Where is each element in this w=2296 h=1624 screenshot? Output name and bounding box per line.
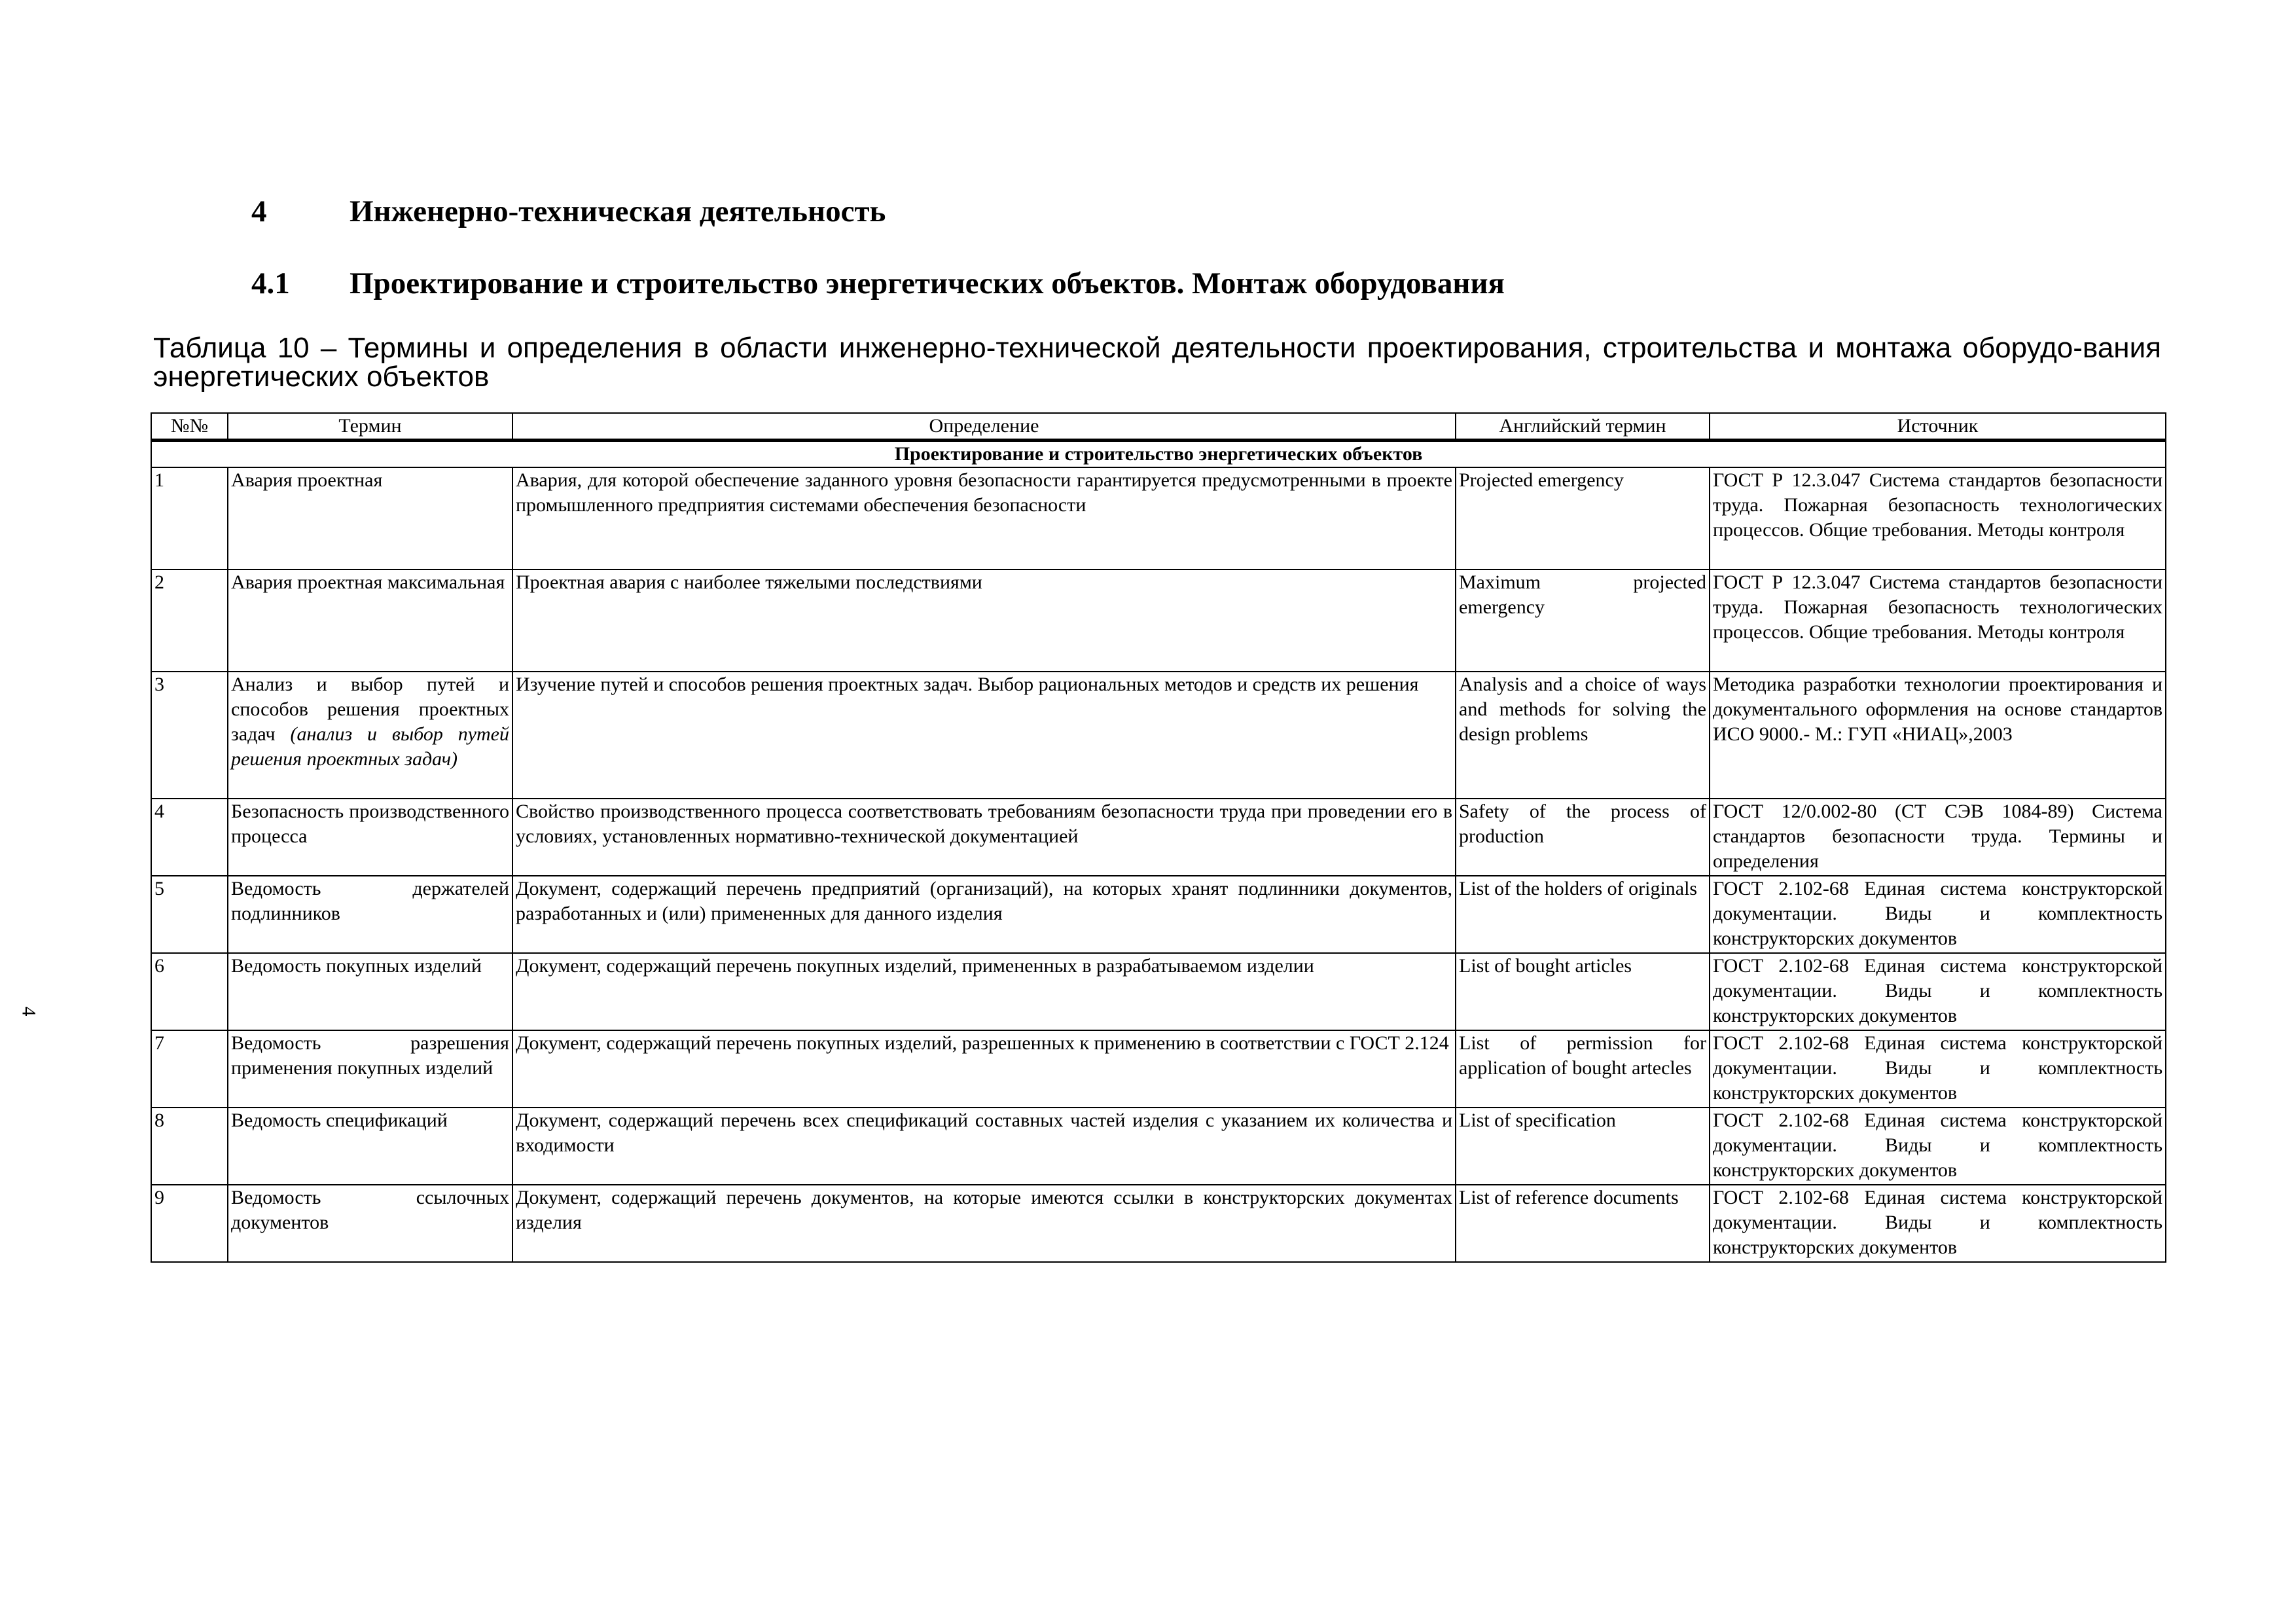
row-source: ГОСТ 2.102-68 Единая система конструкторской документации. Виды и комплектность конструкторских документов	[1710, 1030, 2166, 1108]
row-definition: Свойство производственного процесса соответствовать требованиям безопасности труда при проведении его в условиях, установленных нормативно-технической документацией	[512, 799, 1456, 876]
row-definition: Документ, содержащий перечень документов, на которые имеются ссылки в конструкторских документах изделия	[512, 1185, 1456, 1262]
table-row	[151, 876, 2166, 953]
table-row	[151, 799, 2166, 876]
section-row-title: Проектирование и строительство энергетических объектов	[151, 441, 2166, 468]
row-term: Ведомость спецификаций	[228, 1108, 512, 1185]
row-number: 2	[151, 569, 228, 672]
row-source: ГОСТ 2.102-68 Единая система конструкторской документации. Виды и комплектность конструкторских документов	[1710, 1108, 2166, 1185]
row-term: Ведомость разрешения применения покупных изделий	[228, 1030, 512, 1108]
subsection-title: Проектирование и строительство энергетических объектов. Монтаж оборудования	[350, 266, 1505, 300]
section-number: 4	[251, 194, 267, 228]
row-english-term: Maximum projected emergency	[1456, 569, 1710, 672]
header-number: №№	[151, 413, 228, 441]
row-number: 8	[151, 1108, 228, 1185]
row-definition: Документ, содержащий перечень предприятий (организаций), на которых хранят подлинники документов, разработанных и (или) примененных для данного изделия	[512, 876, 1456, 953]
table-section-row	[151, 441, 2166, 468]
row-english-term: List of bought articles	[1456, 953, 1710, 1030]
row-term: Ведомость покупных изделий	[228, 953, 512, 1030]
table-row	[151, 569, 2166, 672]
table-row	[151, 672, 2166, 799]
row-english-term: Analysis and a choice of ways and methods for solving the design problems	[1456, 672, 1710, 799]
table-row	[151, 1185, 2166, 1262]
row-term: Ведомость держателей подлинников	[228, 876, 512, 953]
row-number: 3	[151, 672, 228, 799]
row-term: Анализ и выбор путей и способов решения проектных задач	[231, 674, 509, 745]
header-english-term: Английский термин	[1456, 413, 1710, 441]
header-source: Источник	[1710, 413, 2166, 441]
row-definition: Проектная авария с наиболее тяжелыми последствиями	[512, 569, 1456, 672]
table-row	[151, 1030, 2166, 1108]
row-number: 4	[151, 799, 228, 876]
row-source: ГОСТ 2.102-68 Единая система конструкторской документации. Виды и комплектность конструкторских документов	[1710, 1185, 2166, 1262]
row-term-cell	[228, 672, 512, 799]
subsection-heading	[251, 266, 1505, 301]
table-header-row	[151, 413, 2166, 441]
page-number: 4	[18, 1006, 40, 1017]
row-english-term: List of reference documents	[1456, 1185, 1710, 1262]
row-source: ГОСТ Р 12.3.047 Система стандартов безопасности труда. Пожарная безопасность технологических процессов. Общие требования. Методы контроля	[1710, 467, 2166, 569]
row-source: ГОСТ 2.102-68 Единая система конструкторской документации. Виды и комплектность конструкторских документов	[1710, 876, 2166, 953]
row-source: ГОСТ Р 12.3.047 Система стандартов безопасности труда. Пожарная безопасность технологических процессов. Общие требования. Методы контроля	[1710, 569, 2166, 672]
subsection-number: 4.1	[251, 266, 290, 300]
row-term: Ведомость ссылочных документов	[228, 1185, 512, 1262]
row-number: 6	[151, 953, 228, 1030]
row-term-note: (анализ и выбор путей решения проектных задач)	[231, 723, 509, 770]
row-source: ГОСТ 12/0.002-80 (СТ СЭВ 1084-89) Система стандартов безопасности труда. Термины и определения	[1710, 799, 2166, 876]
row-english-term: Safety of the process of production	[1456, 799, 1710, 876]
row-term: Безопасность производственного процесса	[228, 799, 512, 876]
header-definition: Определение	[512, 413, 1456, 441]
row-definition: Изучение путей и способов решения проектных задач. Выбор рациональных методов и средств их решения	[512, 672, 1456, 799]
row-definition: Документ, содержащий перечень покупных изделий, примененных в разрабатываемом изделии	[512, 953, 1456, 1030]
row-source: ГОСТ 2.102-68 Единая система конструкторской документации. Виды и комплектность конструкторских документов	[1710, 953, 2166, 1030]
table-row	[151, 1108, 2166, 1185]
row-number: 9	[151, 1185, 228, 1262]
row-definition: Авария, для которой обеспечение заданного уровня безопасности гарантируется предусмотренными в проекте промышленного предприятия системами обеспечения безопасности	[512, 467, 1456, 569]
terms-table	[151, 412, 2166, 1263]
row-english-term: List of the holders of originals	[1456, 876, 1710, 953]
row-english-term: List of specification	[1456, 1108, 1710, 1185]
row-source: Методика разработки технологии проектирования и документального оформления на основе стандартов ИСО 9000.- М.: ГУП «НИАЦ»,2003	[1710, 672, 2166, 799]
table-row	[151, 467, 2166, 569]
table-row	[151, 953, 2166, 1030]
header-term: Термин	[228, 413, 512, 441]
section-heading	[251, 194, 886, 229]
row-definition: Документ, содержащий перечень всех спецификаций составных частей изделия с указанием их количества и входимости	[512, 1108, 1456, 1185]
row-number: 5	[151, 876, 228, 953]
row-english-term: Projected emergency	[1456, 467, 1710, 569]
row-definition: Документ, содержащий перечень покупных изделий, разрешенных к применению в соответствии с ГОСТ 2.124	[512, 1030, 1456, 1108]
row-number: 7	[151, 1030, 228, 1108]
row-number: 1	[151, 467, 228, 569]
section-title: Инженерно-техническая деятельность	[350, 194, 886, 228]
row-english-term: List of permission for application of bought artecles	[1456, 1030, 1710, 1108]
row-term: Авария проектная	[228, 467, 512, 569]
row-term: Авария проектная максимальная	[228, 569, 512, 672]
table-caption: Таблица 10 – Термины и определения в области инженерно-технической деятельности проектирования, строительства и монтажа оборудо-вания энергетических объектов	[153, 332, 2161, 393]
